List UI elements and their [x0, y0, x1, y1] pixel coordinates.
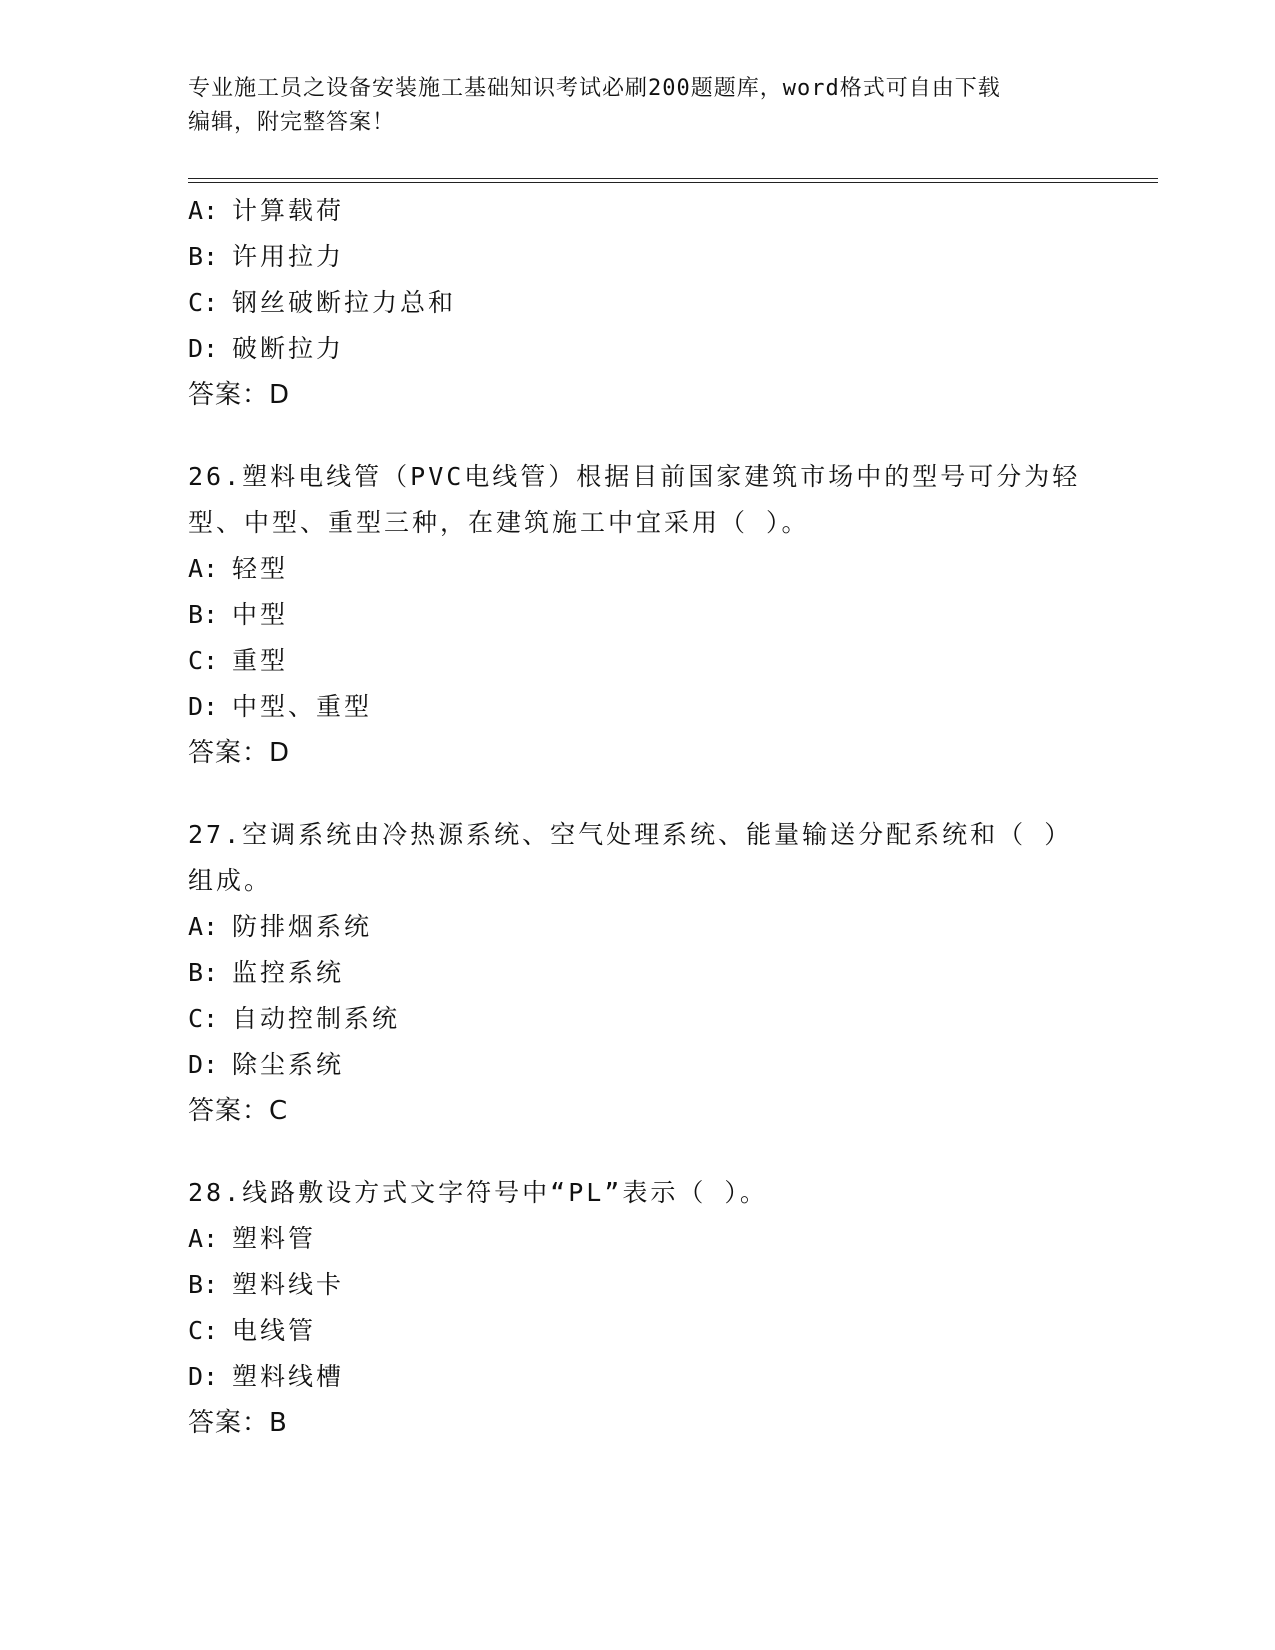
option-d: [188, 1042, 1088, 1088]
option-c: [188, 638, 1088, 684]
option-text: 塑料线槽: [232, 1362, 345, 1391]
option-key: D:: [188, 334, 219, 363]
option-d: [188, 1354, 1088, 1400]
option-key: B:: [188, 958, 219, 987]
option-key: D:: [188, 1050, 219, 1079]
option-text: 破断拉力: [232, 334, 345, 363]
option-b: [188, 234, 1088, 280]
question-block-25: [188, 188, 1088, 418]
answer-line: 答案：B: [188, 1408, 288, 1438]
option-a: [188, 546, 1088, 592]
option-key: C:: [188, 1316, 219, 1345]
option-c: [188, 996, 1088, 1042]
option-a: [188, 904, 1088, 950]
question-text: 28.线路敷设方式文字符号中“PL”表示（ ）。: [188, 1178, 768, 1207]
answer-line: 答案：C: [188, 1096, 289, 1126]
question-block-26: [188, 454, 1088, 776]
option-text: 许用拉力: [232, 242, 345, 271]
option-key: B:: [188, 242, 219, 271]
option-text: 钢丝破断拉力总和: [232, 288, 457, 317]
option-d: [188, 326, 1088, 372]
document-header: [188, 72, 1088, 140]
header-line-1: 专业施工员之设备安装施工基础知识考试必刷200题题库，word格式可自由下载: [188, 76, 1001, 101]
option-key: C:: [188, 288, 219, 317]
question-text: 27.空调系统由冷热源系统、空气处理系统、能量输送分配系统和（ ）组成。: [188, 820, 1073, 895]
header-line-2: 编辑，附完整答案！: [188, 110, 396, 135]
question-block-27: [188, 812, 1088, 1134]
option-text: 电线管: [232, 1316, 317, 1345]
option-key: C:: [188, 646, 219, 675]
option-c: [188, 1308, 1088, 1354]
answer-line: 答案：D: [188, 738, 291, 768]
option-b: [188, 950, 1088, 996]
option-text: 塑料线卡: [232, 1270, 345, 1299]
option-text: 监控系统: [232, 958, 345, 987]
option-d: [188, 684, 1088, 730]
option-text: 塑料管: [232, 1224, 317, 1253]
option-key: B:: [188, 600, 219, 629]
option-a: [188, 1216, 1088, 1262]
option-b: [188, 592, 1088, 638]
question-text: 26.塑料电线管（PVC电线管）根据目前国家建筑市场中的型号可分为轻型、中型、重型三种，在建筑施工中宜采用（ ）。: [188, 462, 1081, 537]
option-text: 重型: [232, 646, 289, 675]
option-text: 轻型: [232, 554, 289, 583]
question-block-28: [188, 1170, 1088, 1446]
option-key: B:: [188, 1270, 219, 1299]
option-b: [188, 1262, 1088, 1308]
option-text: 计算载荷: [232, 196, 345, 225]
option-text: 自动控制系统: [232, 1004, 401, 1033]
option-key: A:: [188, 1224, 219, 1253]
option-text: 除尘系统: [232, 1050, 345, 1079]
option-a: [188, 188, 1088, 234]
option-key: D:: [188, 692, 219, 721]
option-text: 中型: [232, 600, 289, 629]
option-text: 防排烟系统: [232, 912, 373, 941]
option-c: [188, 280, 1088, 326]
option-key: C:: [188, 1004, 219, 1033]
answer-line: 答案：D: [188, 380, 291, 410]
option-key: A:: [188, 196, 219, 225]
question-list: [188, 188, 1088, 1446]
option-key: A:: [188, 912, 219, 941]
header-divider: [188, 178, 1158, 183]
option-key: D:: [188, 1362, 219, 1391]
option-key: A:: [188, 554, 219, 583]
option-text: 中型、重型: [232, 692, 373, 721]
